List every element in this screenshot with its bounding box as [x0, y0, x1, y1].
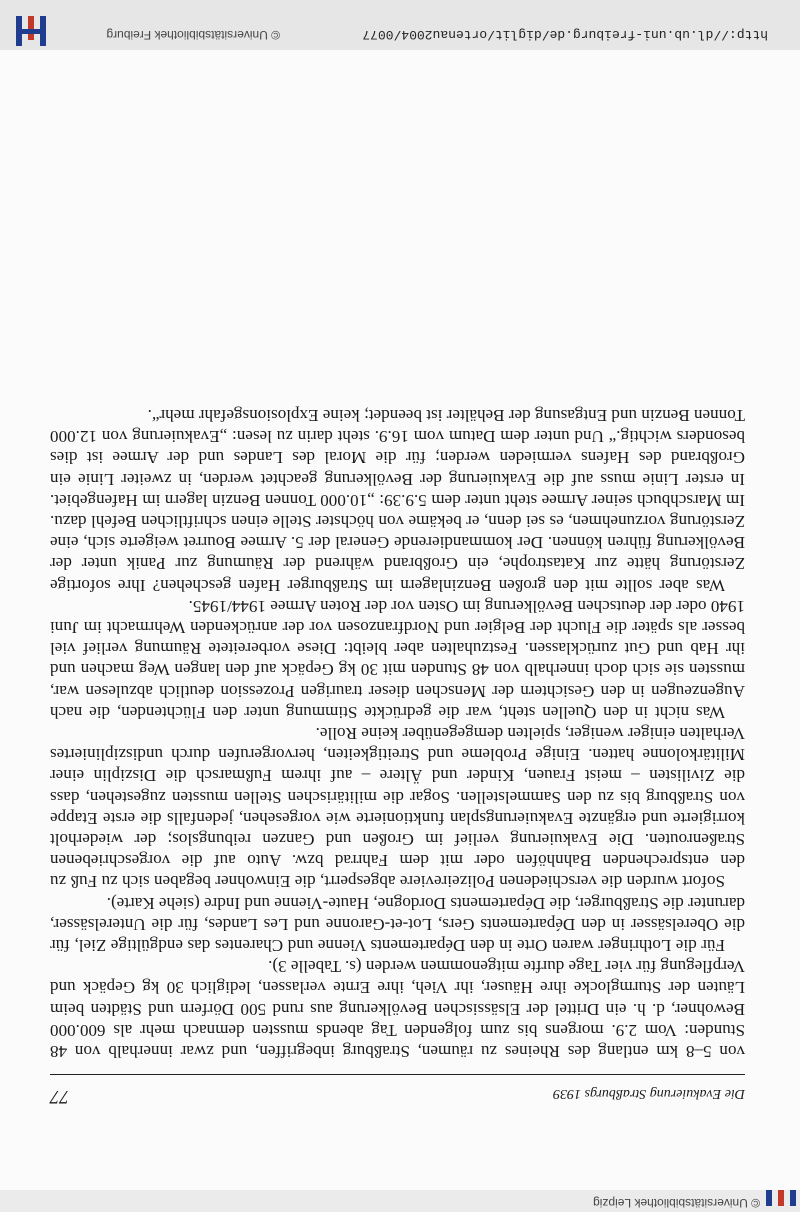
library-logo-icon — [10, 14, 48, 48]
page-number: 77 — [50, 1086, 69, 1107]
viewer-bottom-bar — [0, 0, 800, 50]
bottom-copyright: © Universitätsbibliothek Freiburg — [106, 28, 280, 42]
source-url-link[interactable]: http://dl.ub.uni-freiburg.de/diglit/ortenau2004/0077 — [362, 27, 768, 42]
running-title: Die Evakuierung Straßburgs 1939 — [553, 1086, 745, 1101]
running-header — [50, 1074, 745, 1105]
paragraph: Sofort wurden die verschiedenen Polizeireviere abgesperrt, die Einwohner begaben sich zu Fuß zu den entsprechenden Bahnhöfen oder mit dem Fahrrad bzw. Auto auf die vorgeschriebenen Straßenrouten. Die Evakuierung verlief im Großen und Ganzen reibungslos; der wiederholt korrigierte und ergänzte Evakuierungsplan funktionierte wie vorgesehen, jedenfalls die erste Etappe von Straßburg bis zu den Sammelstellen. Sogar die militärischen Stellen mussten zugestehen, dass die Zivilisten – meist Frauen, Kinder und Ältere – auf ihrem Fußmarsch die Disziplin einer Militärkolonne hatten. Einige Probleme und Streitigkeiten, hervorgerufen durch undiszipliniertes Verhalten einiger weniger, spielten demgegenüber keine Rolle. — [50, 723, 745, 892]
body-text — [50, 405, 745, 1062]
viewer-top-bar — [0, 1190, 800, 1212]
paragraph: Für die Lothringer waren Orte in den Départements Vienne und Charentes das endgültige Ziel, für die Oberelsässer in den Départements Gers, Lot-et-Garonne und Les Landes, für die Unterelsässer, darunter die Straßburger, die Départements Dordogne, Haute-Vienne und Indre (siehe Karte). — [50, 893, 745, 955]
paragraph: Was nicht in den Quellen steht, war die gedrückte Stimmung unter den Flüchtenden, die nach Augenzeugen in den Gesichtern der Menschen dieser traurigen Prozession deutlich abzulesen war, mussten sie sich doch innerhalb von 48 Stunden mit 30 kg Gepäck auf den langen Weg machen und ihr Hab und Gut zurücklassen. Festzuhalten aber bleibt: Diese vorbereitete Räumung verlief viel besser als später die Flucht der Belgier und Nordfranzosen vor der anrückenden Wehrmacht im Juni 1940 oder der deutschen Bevölkerung im Osten vor der Roten Armee 1944/1945. — [50, 596, 745, 722]
paragraph: Was aber sollte mit den großen Benzinlagern im Straßburger Hafen geschehen? Ihre sofortige Zerstörung hätte zur Katastrophe, ein Großbrand während der Räumung zur Panik unter der Bevölkerung führen können. Der kommandierende General der 5. Armee Bourret weigerte sich, eine Zerstörung vorzunehmen, es sei denn, er bekäme von höchster Stelle einen schriftlichen Befehl dazu. Im Marschbuch seiner Armee steht unter dem 5.9.39: „10.000 Tonnen Benzin lagern im Hafengebiet. In erster Linie muss auf die Evakuierung der Bevölkerung geachtet werden, in zweiter Linie ein Großbrand des Hafens vermieden werden; für die Moral des Landes und der Armee ist dies besonders wichtig.“ Und unter dem Datum vom 16.9. steht darin zu lesen: „Evakuierung von 12.000 Tonnen Benzin und Entgasung der Behälter ist beendet; keine Explosionsgefahr mehr“. — [50, 405, 745, 595]
paragraph: von 5–8 km entlang des Rheines zu räumen, Straßburg inbegriffen, und zwar innerhalb von 48 Stunden: Vom 2.9. morgens bis zum folgenden Tag abends mussten demnach mehr als 600.000 Bewohner, d. h. ein Drittel der Elsässischen Bevölkerung aus rund 500 Dörfern und Städten beim Läuten der Sturmglocke ihre Häuser, ihr Vieh, ihre Ernte verlassen, lediglich 30 kg Gepäck und Verpflegung für vier Tage durfte mitgenommen werden (s. Tabelle 3). — [50, 957, 745, 1061]
top-copyright: © Universitätsbibliothek Leipzig — [593, 1196, 760, 1210]
